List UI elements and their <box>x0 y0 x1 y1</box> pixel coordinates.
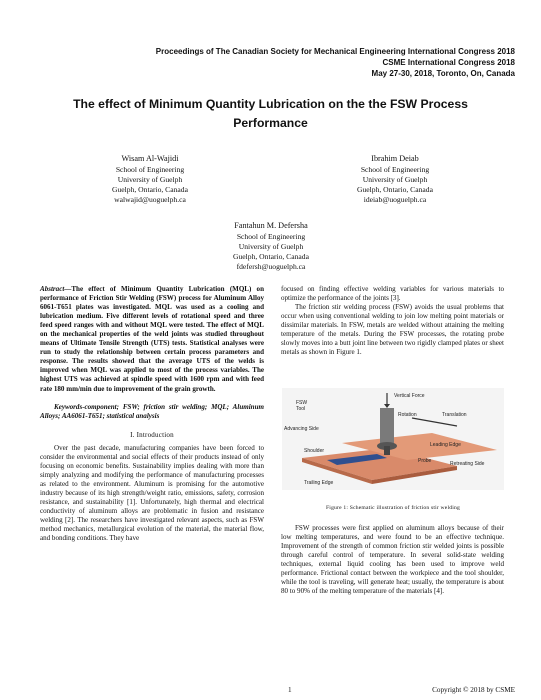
fsw-schematic-figure <box>282 388 504 490</box>
author-location: Guelph, Ontario, Canada <box>233 252 309 261</box>
abstract-label: Abstract <box>40 285 65 293</box>
author-email: ideiab@uoguelph.ca <box>363 195 427 204</box>
author-block-1 <box>80 152 220 205</box>
tool-probe <box>384 446 390 455</box>
header-line-3: May 27-30, 2018, Toronto, On, Canada <box>371 69 515 78</box>
label-retreating-side: Retreating Side <box>450 461 485 467</box>
label-probe: Probe <box>418 458 432 464</box>
author-affiliation: School of Engineering <box>360 165 430 174</box>
label-translation: Translation <box>442 412 467 418</box>
copyright-notice: Copyright © 2018 by CSME <box>432 686 515 694</box>
author-name: Fantahun M. Defersha <box>234 221 308 230</box>
abstract <box>40 285 264 394</box>
title-line-1: The effect of Minimum Quantity Lubrication on the the FSW Process <box>73 97 468 111</box>
author-affiliation: School of Engineering <box>115 165 185 174</box>
label-vertical-force: Vertical Force <box>394 393 425 399</box>
left-column <box>40 285 264 543</box>
right-paragraph-1: focused on finding effective welding variables for various materials to optimize the performance of the joints [3]. <box>281 285 504 303</box>
author-block-3 <box>201 219 341 272</box>
intro-paragraph: Over the past decade, manufacturing companies have been forced to consider the environmental and social effects of their products instead of only focusing on economic benefits. Sustainability implies dealing with more than simply analyzing and modifying the performance of manufacturing processes as related to the environment. Aluminum is promising for the automotive industry because of its high strength/weight ratio, emissions, safety, corrosion resistance, and sustainability [1]. Unfortunately, high thermal and electrical conductivity of aluminum alloys are problematic in fusion and resistance welding [2]. The researchers have investigated relevant aspects, such as FSW method mechanics, metallurgical evolution of the material, the material flow, and bonding conditions. They have <box>40 443 264 543</box>
author-email: fdefersh@uoguelph.ca <box>236 262 306 271</box>
author-university: University of Guelph <box>362 175 428 184</box>
right-column-top <box>281 285 504 357</box>
author-block-2 <box>325 152 465 205</box>
figure-caption: Figure 1: Schematic illustration of friction stir welding <box>326 505 460 511</box>
abstract-text: —The effect of Minimum Quantity Lubrication (MQL) on performance of Friction Stir Welding (FSW) process for Aluminum Alloy 6061-T651 plates was investigated. MQL was used as a cooling and lubrication medium. Five different levels of rotational speed and three feed speed ranges with and without MQL were tested. The effect of MQL on the mechanical properties of the weld joints was studied throughout means of Ultimate Tensile Strength (UTS) tests. Statistical analyses were run to study the relationship between certain process parameters and response. The results showed that the average UTS of the welds is improved when MQL was applied to most of the process variables. The highest UTS was achieved at spindle speed with 1600 rpm and with feed rate 180 mm/min due to improvement of the grain growth. <box>40 285 264 393</box>
label-fsw-tool: FSW <box>296 400 308 406</box>
author-location: Guelph, Ontario, Canada <box>112 185 188 194</box>
keywords <box>40 403 264 421</box>
label-shoulder: Shoulder <box>304 448 325 454</box>
author-university: University of Guelph <box>238 242 304 251</box>
page-number: 1 <box>288 686 292 694</box>
author-name: Ibrahim Deiab <box>371 154 419 163</box>
header-line-2: CSME International Congress 2018 <box>382 58 515 67</box>
tool-shank <box>380 408 394 446</box>
section-heading-introduction: I. Introduction <box>130 430 174 439</box>
label-trailing-edge: Trailing Edge <box>304 480 334 486</box>
author-email: walwajid@uoguelph.ca <box>114 195 186 204</box>
title-line-2: Performance <box>233 116 308 130</box>
author-affiliation: School of Engineering <box>236 232 306 241</box>
proceedings-header <box>156 46 515 79</box>
right-column-bottom <box>281 524 504 596</box>
author-location: Guelph, Ontario, Canada <box>357 185 433 194</box>
label-fsw-tool-2: Tool <box>296 406 306 412</box>
label-rotation: Rotation <box>398 412 417 418</box>
author-name: Wisam Al-Wajidi <box>121 154 179 163</box>
right-paragraph-2: The friction stir welding process (FSW) avoids the usual problems that occur when using conventional welding to join low melting point materials or dissimilar materials. In FSW, metals are welded without attaining the melting temperature of the metals. During the FSW processes, the rotating probe slowly moves into a butt joint line between two rigidly clamped plates or sheet metals as shown in Figure 1. <box>281 303 504 357</box>
label-advancing-side: Advancing Side <box>284 426 319 432</box>
header-line-1: Proceedings of The Canadian Society for Mechanical Engineering International Congress 2018 <box>155 47 515 56</box>
right-paragraph-3: FSW processes were first applied on aluminum alloys because of their low melting temperatures, and were found to be an effective technique. Improvement of the strength of common friction stir welded joints is possible through careful control of temperature. In several solid-state welding techniques, external liquid cooling has been used to improve weld performance. Frictional contact between the workpiece and the tool shoulder, while the tool is traveling, will generate heat; usually, the temperature is about 80 to 90% of the melting temperature of the materials [4]. <box>281 524 504 596</box>
paper-title <box>0 95 541 133</box>
keywords-text: Keywords-component; FSW; friction stir welding; MQL; Aluminum Alloys; AA6061-T651; statistical analysis <box>40 402 264 420</box>
label-leading-edge: Leading Edge <box>430 442 461 448</box>
author-university: University of Guelph <box>117 175 183 184</box>
